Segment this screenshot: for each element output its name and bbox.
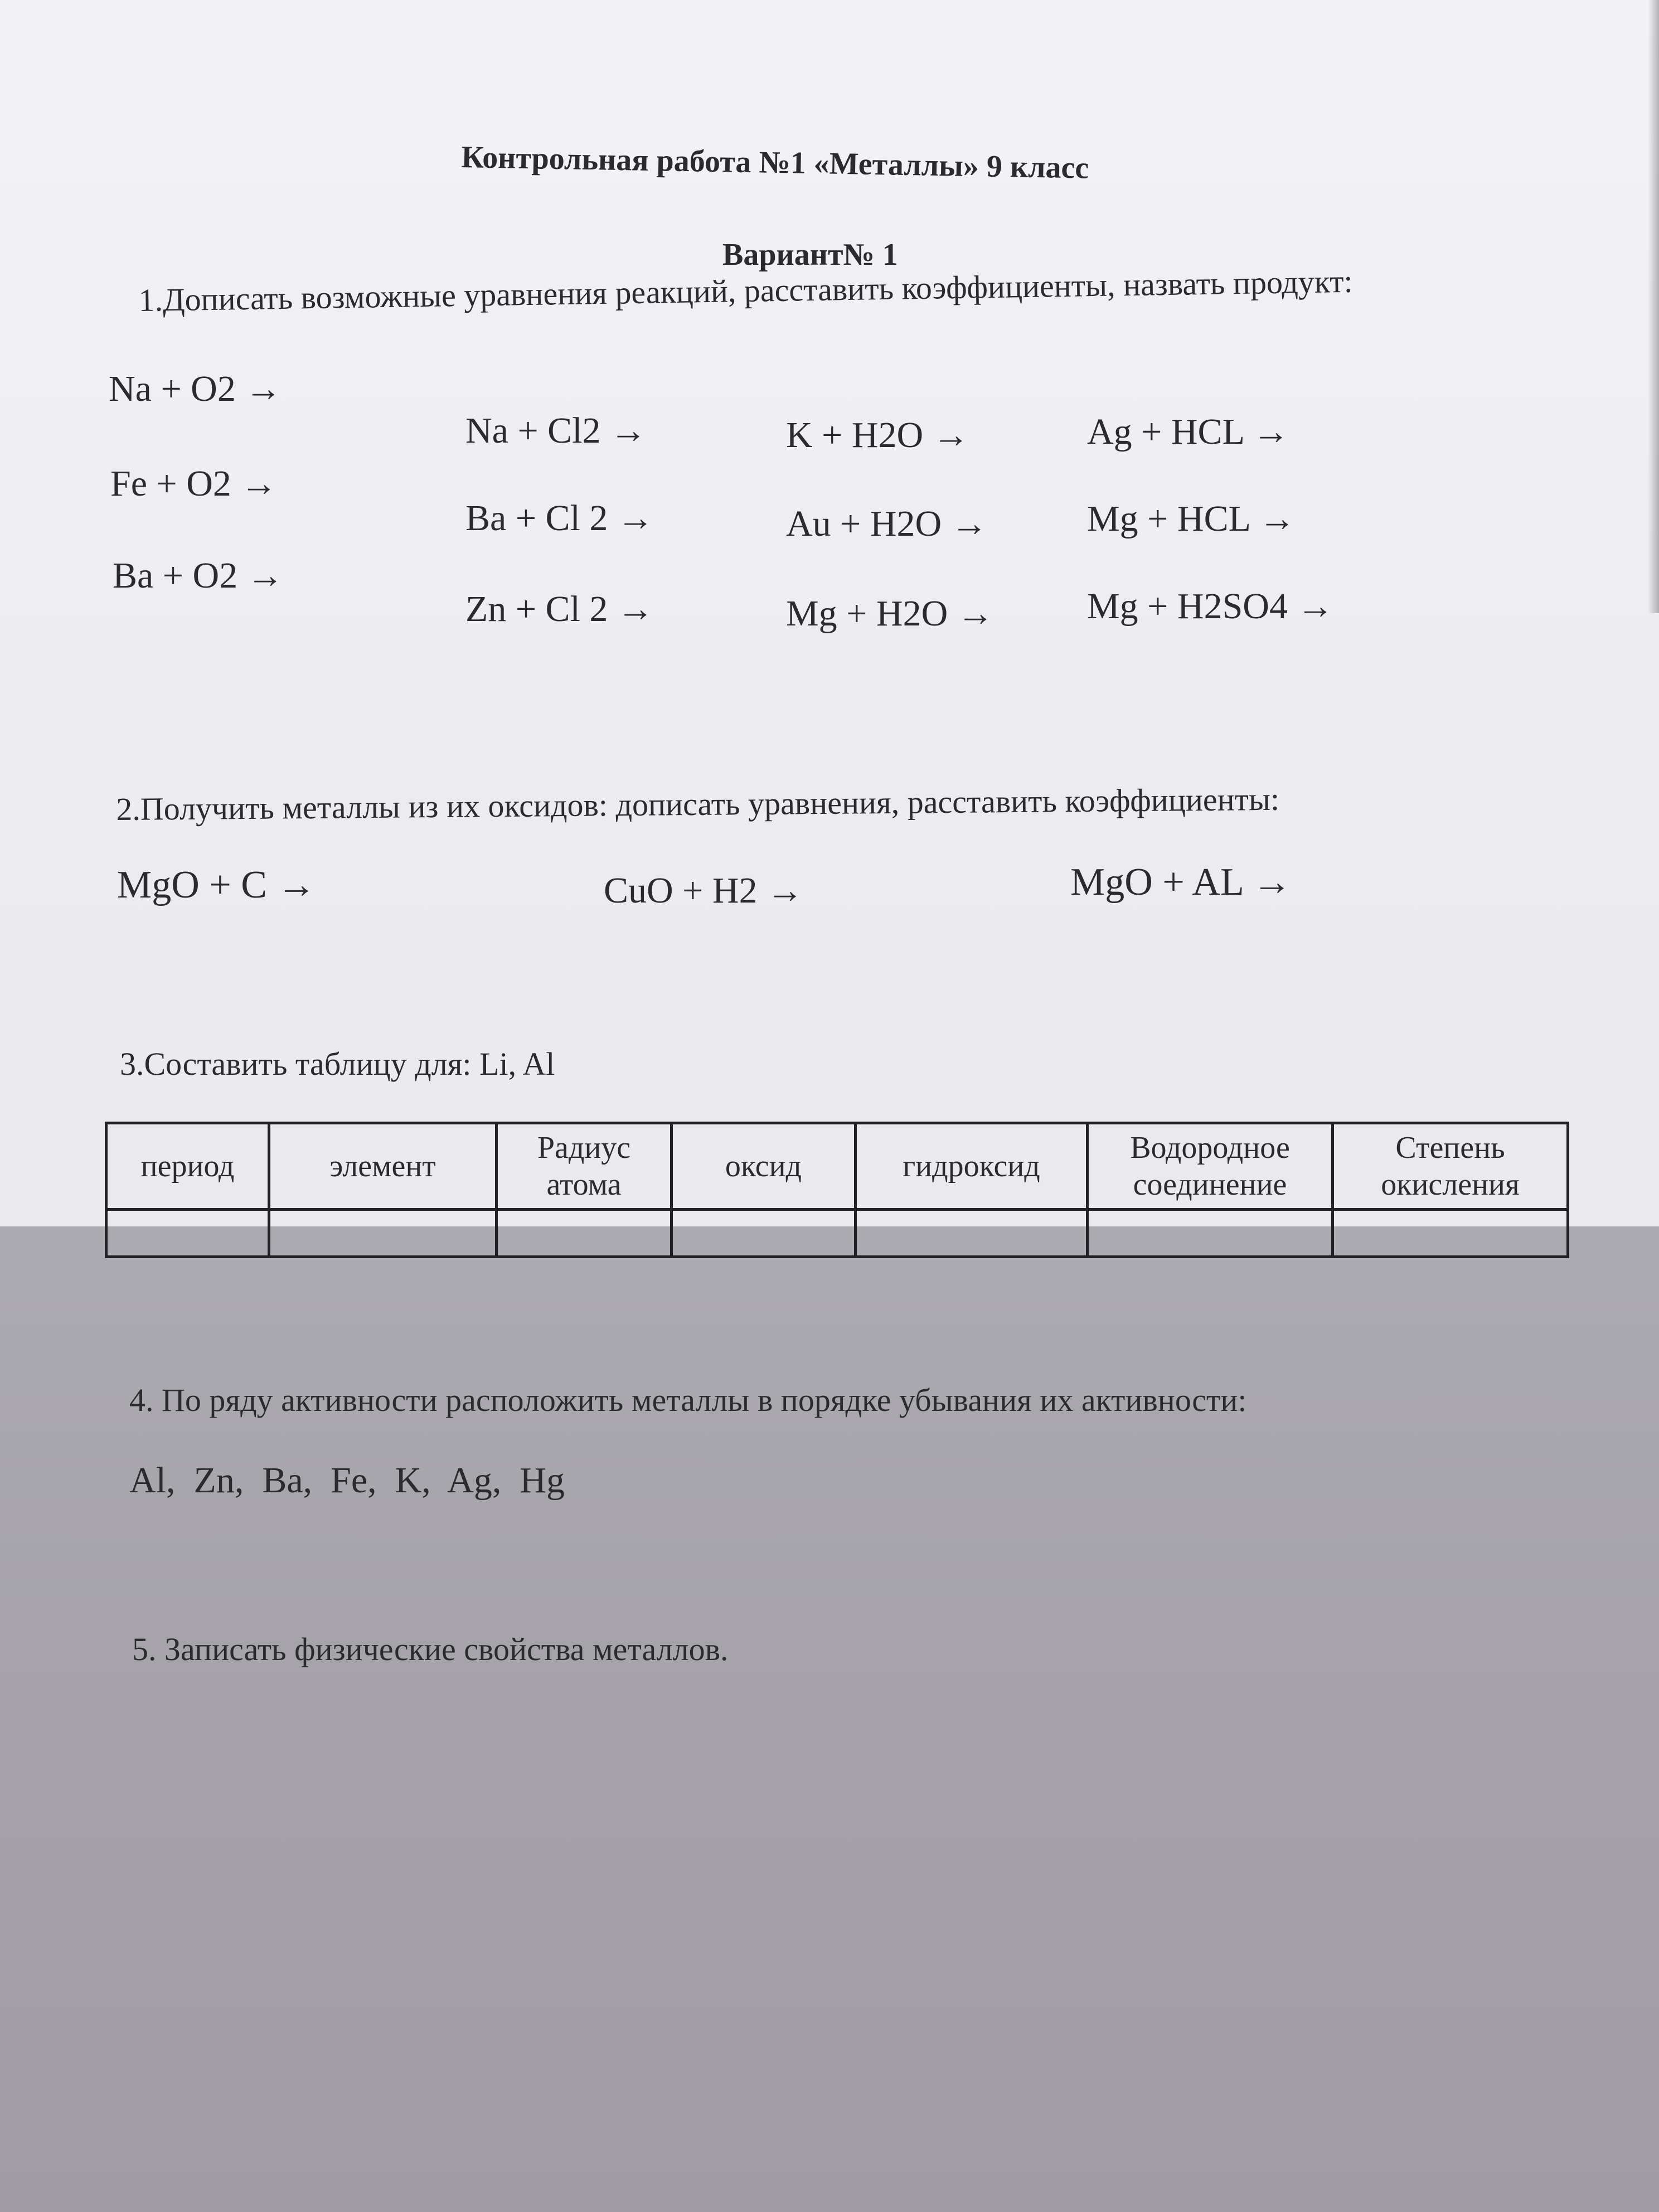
table-cell [1088,1210,1333,1257]
equation-na-cl2: Na + Cl2 → [465,410,647,451]
equation-mg-h2so4: Mg + H2SO4 → [1087,586,1334,627]
equation-ag-hcl: Ag + HCL → [1087,411,1289,452]
task-4-label: 4. По ряду активности расположить металлы в порядке убывания их активности: [129,1382,1247,1418]
table-cell [269,1210,497,1257]
page-title: Контрольная работа №1 «Металлы» 9 класс [460,139,1089,186]
equation-cuo-h2: CuO + H2 → [604,870,804,911]
header-element: элемент [269,1123,497,1210]
equation-ba-o2: Ba + O2 → [113,555,284,596]
equation-ba-cl2: Ba + Cl 2 → [465,498,654,539]
header-hydrogen-compound-line1: Водородное [1130,1131,1290,1165]
header-period: период [106,1123,269,1210]
element-properties-table [105,1122,1569,1258]
equation-au-h2o: Au + H2O → [786,503,988,544]
equation-mg-hcl: Mg + HCL → [1087,498,1296,539]
table-cell [856,1210,1088,1257]
header-oxide: оксид [672,1123,856,1210]
metals-list: Al, Zn, Ba, Fe, K, Ag, Hg [129,1460,565,1501]
table-row [106,1210,1568,1257]
equation-na-o2: Na + O2 → [109,368,282,409]
table-cell [106,1210,269,1257]
header-oxidation-state-line2: окисления [1381,1167,1520,1202]
table-header-row [106,1123,1568,1210]
task-2-label: 2.Получить металлы из их оксидов: дописать уравнения, расставить коэффициенты: [116,780,1280,827]
variant-label: Вариант№ 1 [722,237,898,272]
header-hydrogen-compound-line2: соединение [1133,1167,1287,1202]
table-cell [497,1210,672,1257]
header-oxidation-state [1333,1123,1568,1210]
paper-shadow [0,1226,1659,2212]
table-cell [1333,1210,1568,1257]
header-hydrogen-compound [1088,1123,1333,1210]
equation-mgo-al: MgO + AL → [1070,861,1292,904]
paper-edge [1648,0,1659,613]
equation-zn-cl2: Zn + Cl 2 → [465,589,654,629]
header-atomic-radius [497,1123,672,1210]
equation-mg-h2o: Mg + H2O → [786,593,994,634]
task-5-label: 5. Записать физические свойства металлов. [132,1631,729,1667]
equation-fe-o2: Fe + O2 → [110,463,278,504]
header-oxidation-state-line1: Степень [1395,1131,1505,1165]
header-atomic-radius-line2: атома [546,1167,622,1202]
table-cell [672,1210,856,1257]
header-atomic-radius-line1: Радиус [537,1131,631,1165]
header-hydroxide: гидроксид [856,1123,1088,1210]
task-3-label: 3.Составить таблицу для: Li, Al [120,1046,555,1082]
task-1-label: 1.Дописать возможные уравнения реакций, расставить коэффициенты, назвать продукт: [138,263,1354,318]
equation-mgo-c: MgO + C → [117,864,316,906]
equation-k-h2o: K + H2O → [786,415,969,455]
